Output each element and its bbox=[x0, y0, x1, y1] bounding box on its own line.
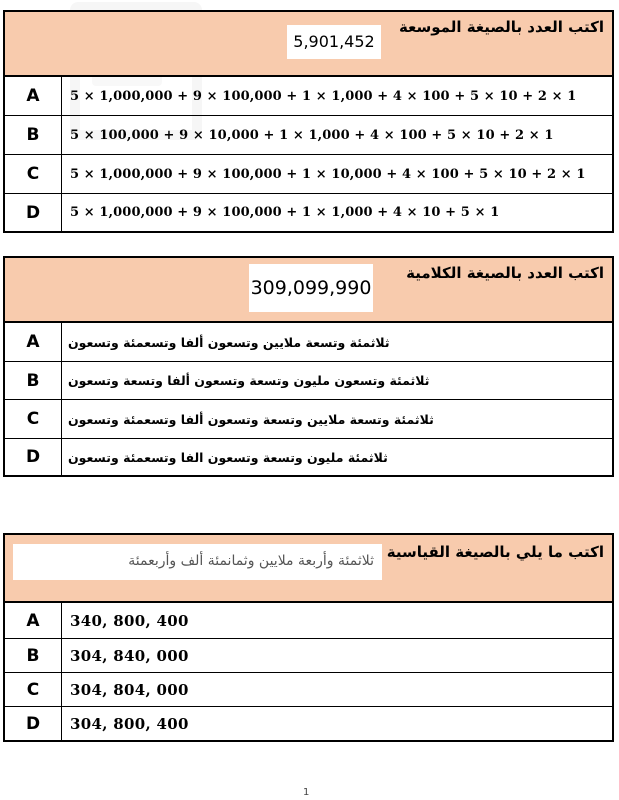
page-number: 1 bbox=[303, 787, 310, 798]
option-letter: D bbox=[5, 439, 62, 475]
option-text: 304, 800, 400 bbox=[70, 714, 189, 733]
option-row-B[interactable] bbox=[5, 638, 612, 672]
question-3-prompt: اكتب ما يلي بالصيغة القياسية bbox=[386, 543, 604, 561]
option-text: 5 × 1,000,000 + 9 × 100,000 + 1 × 1,000 + 4 × 10 + 5 × 1 bbox=[70, 205, 500, 220]
question-3-words: ثلاثمئة وأربعة ملايين وثمانمئة ألف وأربعمئة bbox=[13, 544, 382, 580]
question-3 bbox=[3, 533, 614, 742]
option-text-value: ثلاثمئة مليون وتسعة وتسعون الفا وتسعمئة وتسعون bbox=[68, 449, 388, 465]
option-text bbox=[62, 439, 612, 475]
question-3-header bbox=[5, 535, 612, 602]
option-row-D[interactable] bbox=[5, 193, 612, 231]
question-2-number: 309,099,990 bbox=[249, 264, 373, 312]
option-letter: A bbox=[5, 603, 62, 638]
option-text: 304, 804, 000 bbox=[70, 680, 189, 699]
option-row-B[interactable] bbox=[5, 115, 612, 154]
option-row-C[interactable] bbox=[5, 154, 612, 193]
option-letter: C bbox=[5, 155, 62, 193]
option-row-D[interactable] bbox=[5, 706, 612, 740]
question-1-prompt: اكتب العدد بالصيغة الموسعة bbox=[398, 18, 604, 36]
option-letter: D bbox=[5, 707, 62, 740]
option-text-value: ثلاثمئة وتسعة ملايين وتسعون ألفا وتسعمئة وتسعون bbox=[68, 334, 390, 350]
option-text-value: ثلاثمئة وتسعون مليون وتسعة وتسعون ألفا وتسعة وتسعون bbox=[68, 373, 430, 388]
question-1-header bbox=[5, 12, 612, 76]
option-text: 304, 840, 000 bbox=[70, 646, 189, 665]
option-text bbox=[62, 400, 612, 438]
option-letter: D bbox=[5, 194, 62, 231]
option-row-A[interactable] bbox=[5, 322, 612, 361]
option-row-C[interactable] bbox=[5, 672, 612, 706]
option-letter: B bbox=[5, 362, 62, 399]
question-2-prompt: اكتب العدد بالصيغة الكلامية bbox=[406, 264, 604, 282]
option-text: 5 × 1,000,000 + 9 × 100,000 + 1 × 1,000 + 4 × 100 + 5 × 10 + 2 × 1 bbox=[70, 88, 577, 104]
option-letter: A bbox=[5, 77, 62, 115]
option-text: 5 × 100,000 + 9 × 10,000 + 1 × 1,000 + 4 × 100 + 5 × 10 + 2 × 1 bbox=[70, 127, 554, 143]
option-letter: B bbox=[5, 116, 62, 154]
option-row-D[interactable] bbox=[5, 438, 612, 475]
option-row-A[interactable] bbox=[5, 76, 612, 115]
option-letter: B bbox=[5, 639, 62, 672]
option-row-A[interactable] bbox=[5, 602, 612, 638]
question-1 bbox=[3, 10, 614, 233]
question-2 bbox=[3, 256, 614, 477]
option-text bbox=[62, 362, 612, 399]
option-row-B[interactable] bbox=[5, 361, 612, 399]
option-text: 340, 800, 400 bbox=[70, 611, 189, 630]
option-text bbox=[62, 323, 612, 361]
option-letter: C bbox=[5, 673, 62, 706]
question-1-number: 5,901,452 bbox=[287, 25, 381, 59]
option-letter: A bbox=[5, 323, 62, 361]
question-2-header bbox=[5, 258, 612, 322]
option-letter: C bbox=[5, 400, 62, 438]
option-text-value: ثلاثمئة وتسعة ملايين وتسعة وتسعون ألفا وتسعمئة وتسعون bbox=[68, 411, 434, 427]
option-text: 5 × 1,000,000 + 9 × 100,000 + 1 × 10,000 + 4 × 100 + 5 × 10 + 2 × 1 bbox=[70, 166, 586, 182]
option-row-C[interactable] bbox=[5, 399, 612, 438]
